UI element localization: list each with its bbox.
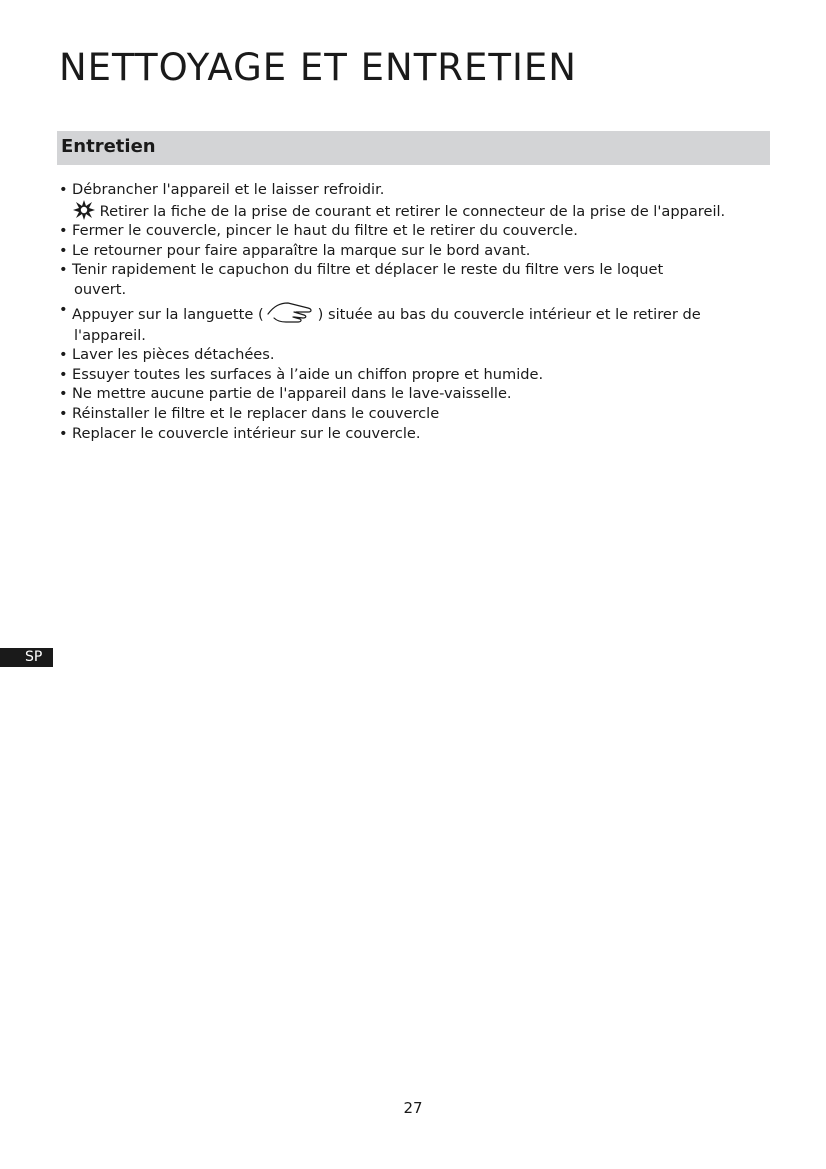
list-item-text: Tenir rapidement le capuchon du filtre et déplacer le reste du filtre vers le loquet [72, 261, 664, 279]
list-item-text: Le retourner pour faire apparaître la marque sur le bord avant. [72, 241, 531, 259]
list-item [59, 424, 779, 444]
list-item-text-after-icon: ) située au bas du couvercle intérieur et le retirer de [317, 305, 701, 323]
language-tab: SP [0, 648, 53, 667]
list-item [59, 384, 779, 404]
instruction-list [59, 180, 779, 443]
list-item [59, 404, 779, 424]
list-item [59, 180, 779, 200]
list-item-text: Retirer la fiche de la prise de courant et retirer le connecteur de la prise de l'appareil. [99, 202, 726, 220]
list-item [59, 365, 779, 385]
warning-star-icon [73, 200, 95, 220]
list-item [59, 300, 779, 346]
list-item-text: Replacer le couvercle intérieur sur le couvercle. [72, 424, 421, 442]
section-heading: Entretien [61, 136, 156, 157]
list-item [59, 241, 779, 261]
list-item-text: Appuyer sur la languette ( [72, 305, 264, 323]
list-item-text: Ne mettre aucune partie de l'appareil dans le lave-vaisselle. [72, 385, 512, 403]
list-item-text: Essuyer toutes les surfaces à l’aide un chiffon propre et humide. [72, 365, 544, 383]
list-item-continuation: l'appareil. [74, 326, 146, 344]
section-header-bar [57, 131, 770, 165]
list-item-text: Laver les pièces détachées. [72, 346, 275, 364]
list-item-continuation: ouvert. [74, 280, 127, 298]
list-item-text: Réinstaller le filtre et le replacer dans le couvercle [72, 404, 440, 422]
list-item-warning [59, 200, 779, 222]
pointing-finger-icon [266, 300, 316, 326]
page-number: 27 [403, 1099, 423, 1117]
list-item [59, 345, 779, 365]
list-item-text: Fermer le couvercle, pincer le haut du filtre et le retirer du couvercle. [72, 222, 578, 240]
list-item-text: Débrancher l'appareil et le laisser refroidir. [72, 181, 385, 198]
list-item [59, 221, 779, 241]
list-item [59, 260, 779, 299]
page-title: NETTOYAGE ET ENTRETIEN [59, 46, 577, 89]
